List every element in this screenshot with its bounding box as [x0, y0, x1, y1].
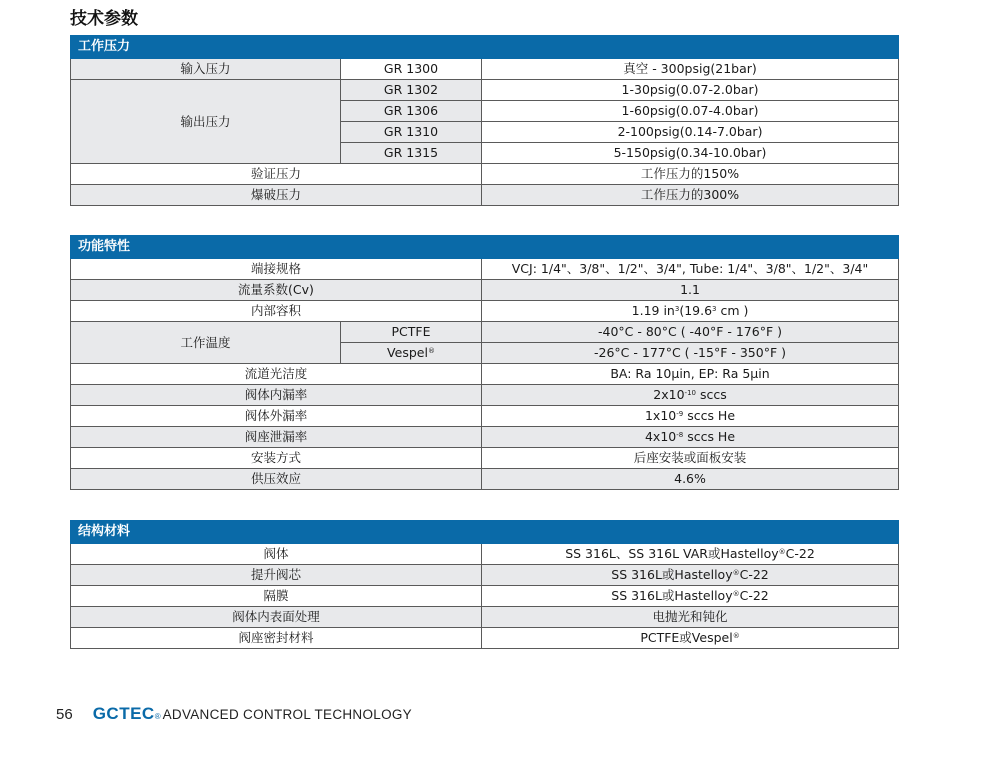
table-row [71, 448, 899, 469]
diaphragm-value: SS 316L或Hastelloy®C-22 [482, 586, 899, 607]
port-label: 端接规格 [71, 259, 482, 280]
table-row [71, 259, 899, 280]
temperature-label: 工作温度 [71, 322, 341, 364]
pctfe-label: PCTFE [341, 322, 482, 343]
inboard-leak-label: 阀体内漏率 [71, 385, 482, 406]
vespel-temperature-value: -26°C - 177°C ( -15°F - 350°F ) [482, 343, 899, 364]
pressure-table [70, 35, 899, 206]
output-model: GR 1315 [341, 143, 482, 164]
table-row [71, 280, 899, 301]
volume-label: 内部容积 [71, 301, 482, 322]
page-footer [56, 704, 412, 724]
table-row [71, 628, 899, 649]
poppet-label: 提升阀芯 [71, 565, 482, 586]
page-title: 技术参数 [70, 9, 138, 29]
output-model: GR 1310 [341, 122, 482, 143]
pressure-header: 工作压力 [71, 36, 899, 59]
inboard-leak-value: $2x10^{-10}$ sccs [482, 385, 899, 406]
finish-value: BA: Ra 10μin, EP: Ra 5μin [482, 364, 899, 385]
seat-leak-value: $4x10^{-8}$ sccs He [482, 427, 899, 448]
table-row [71, 406, 899, 427]
table-row [71, 469, 899, 490]
supply-effect-label: 供压效应 [71, 469, 482, 490]
seal-label: 阀座密封材料 [71, 628, 482, 649]
pctfe-temperature-value: -40°C - 80°C ( -40°F - 176°F ) [482, 322, 899, 343]
table-row [71, 427, 899, 448]
body-label: 阀体 [71, 544, 482, 565]
surface-label: 阀体内表面处理 [71, 607, 482, 628]
features-table [70, 235, 899, 490]
proof-pressure-value: 工作压力的150% [482, 164, 899, 185]
poppet-value: SS 316L或Hastelloy®C-22 [482, 565, 899, 586]
finish-label: 流道光洁度 [71, 364, 482, 385]
output-model: GR 1302 [341, 80, 482, 101]
table-row [71, 59, 899, 80]
features-header: 功能特性 [71, 236, 899, 259]
brand-registered-mark: ® [154, 712, 161, 721]
port-value: VCJ: 1/4"、3/8"、1/2"、3/4", Tube: 1/4"、3/8"、1/2"、3/4" [482, 259, 899, 280]
input-pressure-label: 输入压力 [71, 59, 341, 80]
brand-logo: GCTEC [92, 704, 155, 723]
input-model: GR 1300 [341, 59, 482, 80]
output-pressure-value: 2-100psig(0.14-7.0bar) [482, 122, 899, 143]
burst-pressure-label: 爆破压力 [71, 185, 482, 206]
mount-label: 安装方式 [71, 448, 482, 469]
cv-label: 流量系数(Cv) [71, 280, 482, 301]
mount-value: 后座安装或面板安装 [482, 448, 899, 469]
materials-header: 结构材料 [71, 521, 899, 544]
proof-pressure-label: 验证压力 [71, 164, 482, 185]
supply-effect-value: 4.6% [482, 469, 899, 490]
table-row [71, 301, 899, 322]
table-row [71, 185, 899, 206]
page-number: 56 [56, 706, 73, 723]
output-pressure-value: 1-60psig(0.07-4.0bar) [482, 101, 899, 122]
seal-value: PCTFE或Vespel® [482, 628, 899, 649]
table-row [71, 322, 899, 343]
output-pressure-value: 1-30psig(0.07-2.0bar) [482, 80, 899, 101]
volume-value: 1.19 $in^3(19.6^3$ cm ) [482, 301, 899, 322]
burst-pressure-value: 工作压力的300% [482, 185, 899, 206]
table-row [71, 565, 899, 586]
table-row [71, 80, 899, 101]
input-pressure-value: 真空 - 300psig(21bar) [482, 59, 899, 80]
output-pressure-value: 5-150psig(0.34-10.0bar) [482, 143, 899, 164]
table-row [71, 164, 899, 185]
table-row [71, 586, 899, 607]
seat-leak-label: 阀座泄漏率 [71, 427, 482, 448]
brand-tagline: ADVANCED CONTROL TECHNOLOGY [162, 707, 412, 722]
surface-value: 电抛光和钝化 [482, 607, 899, 628]
materials-table [70, 520, 899, 649]
output-model: GR 1306 [341, 101, 482, 122]
table-row [71, 385, 899, 406]
vespel-label: Vespel® [341, 343, 482, 364]
outboard-leak-label: 阀体外漏率 [71, 406, 482, 427]
diaphragm-label: 隔膜 [71, 586, 482, 607]
cv-value: 1.1 [482, 280, 899, 301]
table-row [71, 364, 899, 385]
table-row [71, 544, 899, 565]
table-row [71, 607, 899, 628]
output-pressure-label: 输出压力 [71, 80, 341, 164]
body-value: SS 316L、SS 316L VAR或Hastelloy®C-22 [482, 544, 899, 565]
outboard-leak-value: $1x10^{-9}$ sccs He [482, 406, 899, 427]
